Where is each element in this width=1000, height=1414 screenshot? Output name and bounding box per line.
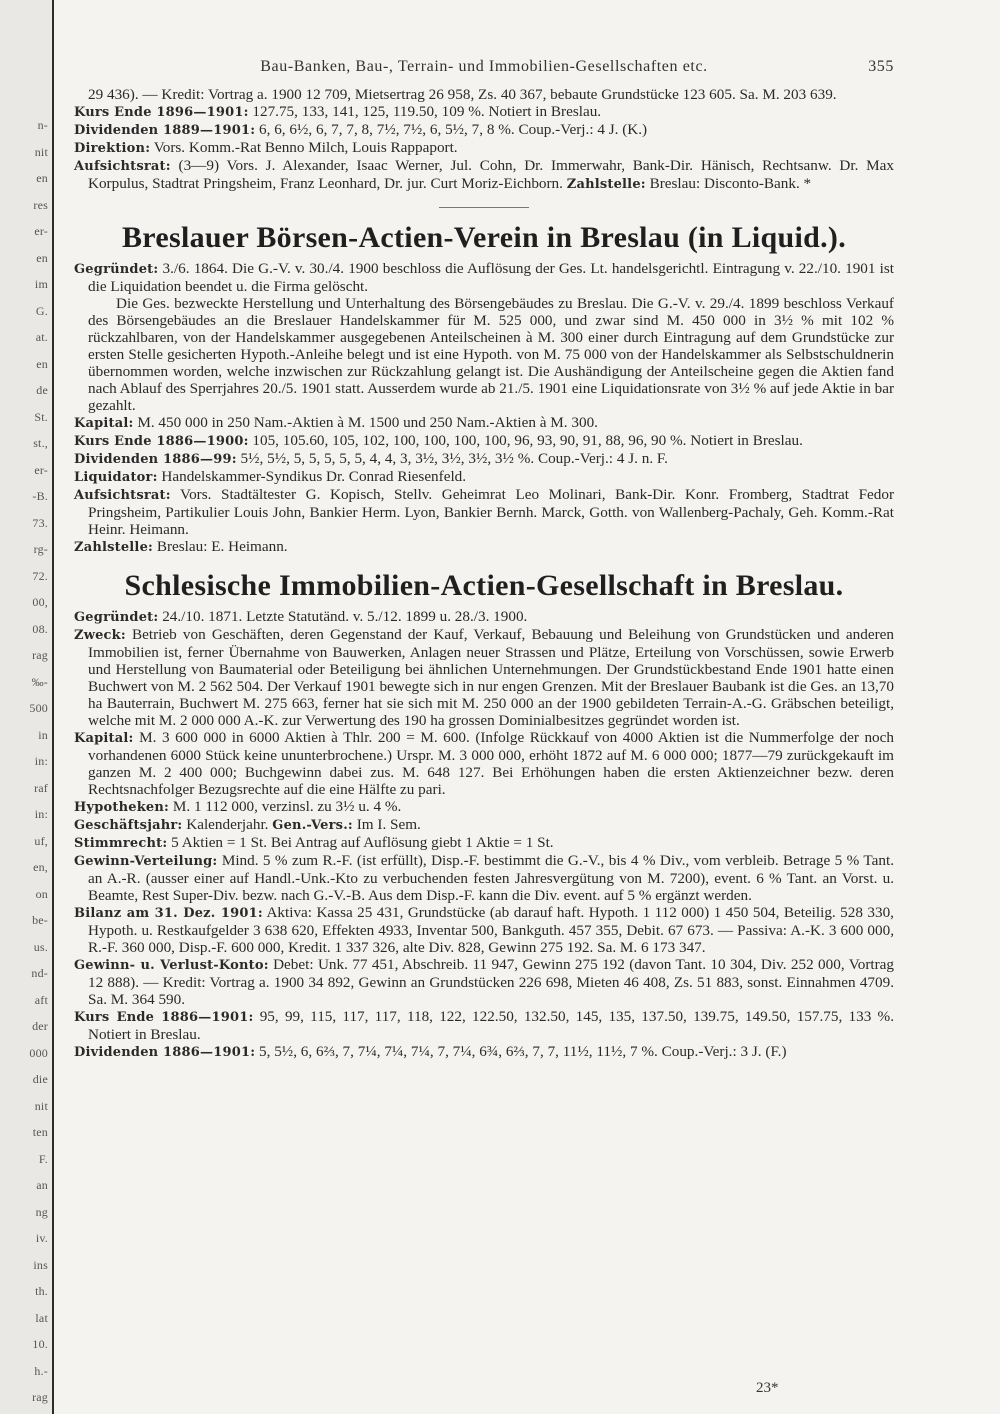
margin-fragment: nit [34, 1098, 48, 1113]
c2-hyp-text: M. 1 112 000, verzinsl. zu 3½ u. 4 %. [169, 798, 402, 815]
c2-stimmrecht [74, 834, 894, 852]
margin-fragment: G. [35, 303, 48, 318]
c1-liq-label: Liquidator: [74, 470, 158, 485]
c2-gewv-label: Gewinn-Verteilung: [74, 854, 218, 869]
margin-fragment: be- [32, 913, 48, 927]
margin-fragment: n- [37, 118, 48, 132]
c2-gj-label: Geschäftsjahr: [74, 818, 183, 833]
c2-bil-label: Bilanz am 31. Dez. 1901: [74, 906, 263, 921]
margin-fragment: in: [34, 754, 48, 768]
margin-fragment: lat [35, 1310, 48, 1325]
c1-kurs-label: Kurs Ende 1886—1900: [74, 434, 249, 449]
margin-fragment: rag [32, 648, 48, 662]
margin-fragment: er- [34, 224, 48, 238]
margin-fragment: aft [34, 992, 48, 1007]
c2-gvk-label: Gewinn- u. Verlust-Konto: [74, 958, 269, 973]
margin-fragment: res [33, 197, 48, 212]
prev-aufsichtsrat [74, 157, 894, 193]
margin-fragment: iv. [35, 1231, 48, 1245]
c1-kurs-text: 105, 105.60, 105, 102, 100, 100, 100, 100, 96, 93, 90, 91, 88, 96, 90 %. Notiert in Breslau. [248, 432, 803, 449]
c1-gegr-label: Gegründet: [74, 262, 159, 277]
margin-fragment: 72. [32, 568, 48, 583]
c2-div-label: Dividenden 1886—1901: [74, 1045, 256, 1060]
prev-direktion [74, 139, 894, 157]
c1-liq-text: Handelskammer-Syndikus Dr. Conrad Riesenfeld. [157, 468, 467, 485]
margin-fragment: nd- [31, 966, 48, 980]
margin-fragment: im [34, 277, 48, 291]
c2-zweck [74, 626, 894, 729]
margin-fragment: 08. [32, 621, 48, 636]
prev-kurs-text: 127.75, 133, 141, 125, 119.50, 109 %. Notiert in Breslau. [248, 103, 602, 120]
margin-fragment: st., [33, 436, 48, 450]
margin-fragment: 10. [32, 1337, 48, 1351]
c2-gewinn-verteilung [74, 852, 894, 904]
c2-kurs-text: 95, 99, 115, 117, 117, 118, 122, 122.50, 132.50, 145, 135, 137.50, 139.75, 149.50, 157.75, 133 %. Notiert in Breslau. [88, 1008, 894, 1043]
prev-zahl-text: Breslau: Disconto-Bank. * [645, 175, 812, 192]
margin-fragment: en, [33, 860, 48, 874]
page-number: 355 [868, 58, 894, 75]
running-title: Bau-Banken, Bau-, Terrain- und Immobilien-Gesellschaften etc. [260, 58, 708, 75]
margin-fragment: h.- [34, 1363, 48, 1378]
c1-aufsichtsrat [74, 486, 894, 538]
margin-fragment: der [32, 1019, 48, 1033]
margin-fragment: en [36, 356, 48, 371]
c2-gj-text: Kalenderjahr. [182, 816, 273, 833]
c1-ar-text: Vors. Stadtältester G. Kopisch, Stellv. Geheimrat Leo Molinari, Bank-Dir. Konr. Fromberg, Stadtrat Fedor Pringsheim, Partikulier Louis John, Bankier Herm. Lyon, Bankier Bernh. Marck, Gotth. von Wallenberg-Pachaly, Geh. Komm.-Rat Heinr. Heimann. [88, 486, 894, 538]
prev-div-label: Dividenden 1889—1901: [74, 123, 256, 138]
c1-kurs [74, 432, 894, 450]
c1-description: Die Ges. bezweckte Herstellung und Unterhaltung des Börsengebäudes zu Breslau. Die G.-V. v. 29./4. 1899 beschloss Verkauf des Börsengebäudes an die Breslauer Handelskammer für M. 525 000, und zwar sind M. 450 000 in 3½ % mit 102 % rückzahlbaren, von der Handelskammer ausgegebenen Anteilscheinen à M. 300 einer durch Eintragung auf dem Grundstücke zur ersten Stelle gesicherten Hypoth.-Anleihe belegt und ist eine Hypoth. von M. 75 000 von der Handelskammer als Selbstschuldnerin übernommen worden, welche inzwischen zur Rückzahlung gelangt ist. Die Aushändigung der Anteilscheine gegen die Aktien fand nach Ablauf des Sperrjahres 20./5. 1901 statt. Ausserdem wurde ab 21./5. 1901 eine Liquidationsrate von 3½ % auf jede Aktie in bar gezahlt. [88, 295, 895, 414]
company-entry-boersen-actien-verein [74, 220, 894, 556]
c1-liquidator [74, 468, 894, 486]
margin-fragment: an [36, 1178, 48, 1192]
c2-kurs [74, 1008, 894, 1043]
c1-zahlstelle [74, 538, 894, 556]
c2-bilanz [74, 904, 894, 956]
company-entry-schlesische-immobilien [74, 568, 894, 1061]
c2-gvk-text: Debet: Unk. 77 451, Abschreib. 11 947, Gewinn 275 192 (davon Tant. 10 304, Div. 252 000, Vortrag 12 888). — Kredit: Vortrag a. 1900 34 892, Gewinn an Grundstücken 226 698, Mieten 46 408, Zs. 51 883, sonst. Einnahmen 4709. Sa. M. 364 590. [88, 956, 894, 1008]
c2-stimm-text: 5 Aktien = 1 St. Bei Antrag auf Auflösung giebt 1 Aktie = 1 St. [167, 834, 554, 851]
c1-dividenden [74, 450, 894, 468]
margin-fragment: uf, [34, 833, 48, 848]
margin-fragment: 73. [32, 515, 48, 530]
c1-div-label: Dividenden 1886—99: [74, 452, 237, 467]
page-content [74, 58, 894, 1061]
c2-gv-text: Im I. Sem. [352, 816, 421, 833]
margin-fragment: die [32, 1072, 48, 1086]
margin-fragment: in: [34, 807, 48, 821]
prev-dir-text: Vors. Komm.-Rat Benno Milch, Louis Rappaport. [150, 139, 458, 156]
c2-zweck-label: Zweck: [74, 628, 126, 643]
c2-kurs-label: Kurs Ende 1886—1901: [74, 1010, 254, 1025]
c2-kap-label: Kapital: [74, 731, 134, 746]
prev-ar-label: Aufsichtsrat: [74, 159, 171, 174]
company-title: Breslauer Börsen-Actien-Verein in Breslau (in Liquid.). [121, 221, 847, 254]
margin-fragment: en [36, 250, 48, 265]
prev-dir-label: Direktion: [74, 141, 151, 156]
running-header [74, 58, 894, 86]
margin-fragment: St. [34, 409, 48, 424]
c2-kap-text: M. 3 600 000 in 6000 Aktien à Thlr. 200 = M. 600. (Infolge Rückkauf von 4000 Aktien ist die Nummerfolge der noch vorhandenen 6000 Stück keine ununterbrochene.) Urspr. M. 3 000 000, erhöht 1872 auf M. 6 000 000; 1877—79 zurückgekauft im ganzen M. 2 400 000; Buchgewinn dabei zus. M. 648 127. Bei Erhöhungen haben die ersten Aktienzeichner bezw. deren Rechtsnachfolger Bezugsrechte auf die eine Hälfte zu pari. [88, 729, 894, 798]
c1-gegruendet [74, 260, 894, 295]
c1-ar-label: Aufsichtsrat: [74, 488, 171, 503]
c2-gewv-text: Mind. 5 % zum R.-F. (ist erfüllt), Disp.-F. bestimmt die G.-V., bis 4 % Div., vom verbleib. Betrage 5 % Tant. an A.-R. (ausser einer auf Handl.-Unk.-Kto zu verbuchenden festen Jahresvergütung von M. 7200), event. 6 % Tant. an Vorst. u. Beamte, Rest Super-Div. bezw. nach G.-V.-B. Aus dem Disp.-F. kann die Div. event. auf 5 % ergänzt werden. [88, 852, 894, 904]
c2-stimm-label: Stimmrecht: [74, 836, 168, 851]
margin-fragment: -B. [32, 489, 48, 503]
margin-fragment: at. [35, 330, 48, 344]
prev-div-text: 6, 6, 6½, 6, 7, 7, 8, 7½, 7½, 6, 5½, 7, 8 %. Coup.-Verj.: 4 J. (K.) [255, 121, 648, 138]
prev-ar-text: (3—9) Vors. J. Alexander, Isaac Werner, Jul. Cohn, Dr. Immerwahr, Bank-Dir. Hänisch, Rechtsanw. Dr. Max Korpulus, Stadtrat Pringsheim, Franz Leonhard, Dr. jur. Curt Moriz-Eichborn. [88, 157, 894, 192]
c2-gegruendet [74, 608, 894, 626]
margin-fragment: 00, [32, 595, 48, 609]
prev-kurs [74, 103, 894, 121]
margin-fragment: er- [34, 462, 48, 477]
margin-fragment: F. [38, 1151, 48, 1166]
c2-gewinn-verlust [74, 956, 894, 1008]
margin-fragment: rag [32, 1390, 48, 1404]
margin-fragment: rg- [33, 542, 48, 556]
margin-fragment: en [36, 171, 48, 185]
margin-fragment: th. [35, 1284, 48, 1298]
section-divider [439, 207, 529, 208]
prev-kredit-line: 29 436). — Kredit: Vortrag a. 1900 12 709, Mietsertrag 26 958, Zs. 40 367, bebaute Grundstücke 123 605. Sa. M. 203 639. [88, 86, 837, 103]
c2-gegr-label: Gegründet: [74, 610, 159, 625]
c2-div-text: 5, 5½, 6, 6⅔, 7, 7¼, 7¼, 7¼, 7, 7¼, 6¾, 6⅔, 7, 7, 11½, 11½, 7 %. Coup.-Verj.: 3 J. (F.) [255, 1043, 787, 1060]
c2-hypotheken [74, 798, 894, 816]
c1-div-text: 5½, 5½, 5, 5, 5, 5, 5, 4, 4, 3, 3½, 3½, 3½, 3½ %. Coup.-Verj.: 4 J. n. F. [236, 450, 668, 467]
margin-fragment: ins [33, 1257, 48, 1272]
margin-fragment: us. [33, 939, 48, 954]
c1-kap-text: M. 450 000 in 250 Nam.-Aktien à M. 1500 und 250 Nam.-Aktien à M. 300. [133, 414, 598, 431]
margin-fragment: ng [35, 1204, 48, 1219]
c2-hyp-label: Hypotheken: [74, 800, 170, 815]
signature-mark: 23* [756, 1380, 779, 1396]
c1-zahl-label: Zahlstelle: [74, 540, 154, 555]
margin-fragment: in [38, 727, 48, 742]
prev-zahl-label: Zahlstelle: [566, 177, 646, 192]
margin-fragment: nit [34, 144, 48, 159]
c2-zweck-text: Betrieb von Geschäften, deren Gegenstand der Kauf, Verkauf, Bebauung und Beleihung von Grundstücken und anderen Immobilien ist, ferner Übernahme von Bauwerken, Anlagen neuer Strassen und Plätze, Erteilung von Vorschüssen, sowie Erwerb und Herstellung von Baumaterial oder Beteiligung bei ähnlichen Unternehmungen. Der Grundstückbestand Ende 1901 hatte einen Buchwert von M. 2 562 504. Der Verkauf 1901 bewegte sich in nur engen Grenzen. Mit der Breslauer Baubank ist die Ges. an 13,70 ha Bauterrain, Buchwert M. 275 663, ferner hat sie sich mit M. 250 000 an der 1900 gebildeten Terrain-A.-G. Gräbschen beteiligt, welche mit M. 2 000 000 A.-K. zur Verwertung des 190 ha grossen Dominialbesitzes gegründet worden ist. [88, 626, 894, 729]
c1-kap-label: Kapital: [74, 416, 134, 431]
c2-geschaeftsjahr [74, 816, 894, 834]
c1-gegr-text: 3./6. 1864. Die G.-V. v. 30./4. 1900 beschloss die Auflösung der Ges. Lt. handelsgerichtl. Eintragung v. 22./10. 1901 ist die Liquidation beendet u. die Firma gelöscht. [88, 260, 894, 295]
previous-entry [74, 86, 894, 193]
c2-gegr-text: 24./10. 1871. Letzte Statutänd. v. 5./12. 1899 u. 28./3. 1900. [158, 608, 528, 625]
c1-zahl-text: Breslau: E. Heimann. [153, 538, 288, 555]
margin-fragment: 500 [29, 701, 48, 715]
margin-fragment: raf [34, 780, 48, 795]
c2-gv-label: Gen.-Vers.: [272, 818, 353, 833]
margin-fragment: ten [32, 1125, 48, 1139]
c2-bil-text: Aktiva: Kassa 25 431, Grundstücke (ab darauf haft. Hypoth. 1 112 000) 1 450 504, Beteilig. 528 330, Hypoth. u. Restkaufgelder 3 638 620, Effekten 4933, Inventar 500, Bankguth. 457 355, Debit. 67 673. — Passiva: A.-K. 3 600 000, R.-F. 360 000, Disp.-F. 600 000, Kredit. 1 337 326, alte Div. 828, Gewinn 275 192. Sa. M. 6 173 347. [88, 904, 894, 956]
prev-dividenden [74, 121, 894, 139]
prev-kurs-label: Kurs Ende 1896—1901: [74, 105, 249, 120]
margin-fragment: on [35, 886, 48, 901]
margin-fragment: de [36, 383, 48, 397]
margin-fragment: ‰- [31, 674, 48, 689]
company-title: Schlesische Immobilien-Actien-Gesellschaft in Breslau. [124, 569, 844, 602]
c1-kapital [74, 414, 894, 432]
margin-fragment: 000 [29, 1045, 48, 1060]
left-page-edge [0, 0, 54, 1414]
c2-dividenden [74, 1043, 894, 1061]
c2-kapital [74, 729, 894, 798]
